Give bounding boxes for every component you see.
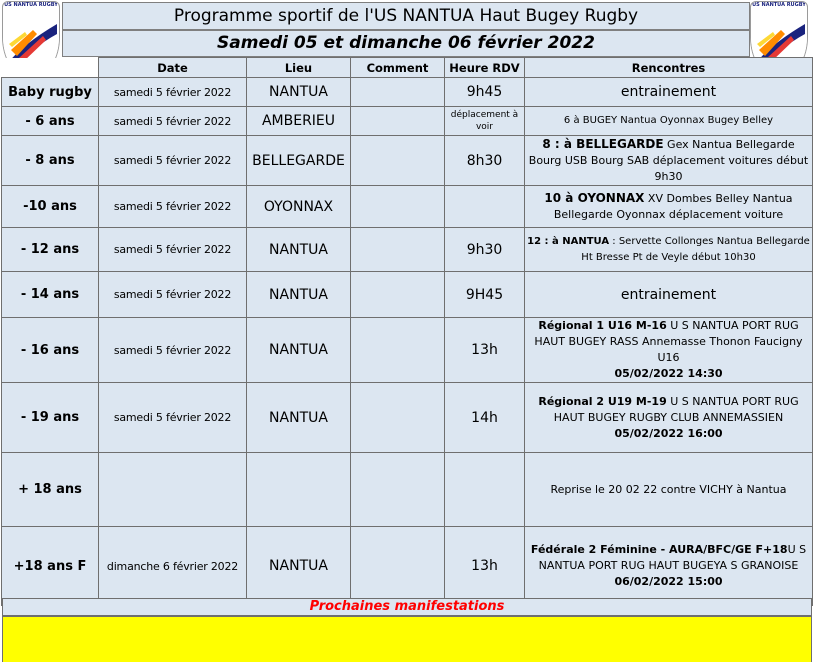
rdv-cell: 9H45 [445, 272, 525, 318]
match-cell [525, 318, 813, 383]
match-text: entrainement [620, 286, 717, 303]
match-title: Régional 2 U19 M-19 [538, 394, 667, 408]
date-cell: samedi 5 février 2022 [99, 318, 247, 383]
match-text: Gex Nantua Bellegarde Bourg USB Bourg SAB déplacement voitures début 9h30 [528, 138, 809, 183]
lieu-cell: BELLEGARDE [247, 136, 351, 186]
match-text: 6 à BUGEY Nantua Oyonnax Bugey Belley [563, 115, 774, 126]
match-title: 10 à OYONNAX [544, 191, 645, 205]
category-cell: - 16 ans [2, 318, 99, 383]
match-title: 8 : à BELLEGARDE [542, 137, 664, 151]
match-cell [525, 78, 813, 107]
rdv-cell [445, 186, 525, 228]
column-header-rencontres: Rencontres [525, 58, 813, 78]
column-header-comment: Comment [351, 58, 445, 78]
category-cell: -10 ans [2, 186, 99, 228]
table-row [2, 107, 813, 136]
rdv-cell: déplacement à voir [445, 107, 525, 136]
table-row [2, 186, 813, 228]
date-cell: samedi 5 février 2022 [99, 186, 247, 228]
page-title: Programme sportif de l'US NANTUA Haut Bugey Rugby [62, 2, 750, 30]
table-row [2, 78, 813, 107]
rdv-cell: 9h45 [445, 78, 525, 107]
date-cell: samedi 5 février 2022 [99, 272, 247, 318]
category-cell: - 19 ans [2, 383, 99, 453]
match-cell [525, 107, 813, 136]
lieu-cell: NANTUA [247, 78, 351, 107]
date-cell: dimanche 6 février 2022 [99, 527, 247, 606]
category-cell: + 18 ans [2, 453, 99, 527]
table-row [2, 136, 813, 186]
lieu-cell: NANTUA [247, 272, 351, 318]
column-header-lieu: Lieu [247, 58, 351, 78]
rdv-cell: 13h [445, 318, 525, 383]
date-cell: samedi 5 février 2022 [99, 107, 247, 136]
category-cell: - 12 ans [2, 228, 99, 272]
logo-text: US NANTUA RUGBY [4, 2, 58, 8]
match-title: Régional 1 U16 M-16 [538, 319, 667, 332]
rdv-cell: 9h30 [445, 228, 525, 272]
column-header-date: Date [99, 58, 247, 78]
comment-cell [351, 186, 445, 228]
match-text: entrainement [620, 84, 717, 100]
match-cell [525, 383, 813, 453]
match-cell [525, 228, 813, 272]
match-cell [525, 453, 813, 527]
comment-cell [351, 527, 445, 606]
lieu-cell [247, 453, 351, 527]
match-cell [525, 136, 813, 186]
header-cell-blank [2, 58, 99, 78]
table-row [2, 453, 813, 527]
lieu-cell: NANTUA [247, 228, 351, 272]
match-text: XV Dombes Belley Nantua Bellegarde Oyonnax déplacement voiture [553, 192, 793, 221]
logo-text: US NANTUA RUGBY [752, 2, 806, 8]
lieu-cell: AMBERIEU [247, 107, 351, 136]
table-row [2, 527, 813, 606]
match-title: Fédérale 2 Féminine - AURA/BFC/GE F+18 [530, 543, 788, 556]
match-text: : Servette Collonges Nantua Bellegarde Ht Bresse Pt de Veyle début 10h30 [581, 235, 810, 263]
match-text: Reprise le 20 02 22 contre VICHY à Nantua [550, 482, 787, 496]
comment-cell [351, 272, 445, 318]
table-row [2, 318, 813, 383]
comment-cell [351, 318, 445, 383]
lieu-cell: OYONNAX [247, 186, 351, 228]
lieu-cell: NANTUA [247, 318, 351, 383]
comment-cell [351, 78, 445, 107]
rdv-cell: 13h [445, 527, 525, 606]
upcoming-events-label: Prochaines manifestations [2, 598, 812, 616]
table-row [2, 383, 813, 453]
comment-cell [351, 453, 445, 527]
date-cell: samedi 5 février 2022 [99, 78, 247, 107]
lieu-cell: NANTUA [247, 527, 351, 606]
lieu-cell: NANTUA [247, 383, 351, 453]
match-text: U S NANTUA PORT RUG HAUT BUGEYA S GRANOISE [538, 543, 807, 572]
category-cell: - 8 ans [2, 136, 99, 186]
schedule-table [1, 57, 813, 606]
comment-cell [351, 383, 445, 453]
category-cell: - 6 ans [2, 107, 99, 136]
match-title: 12 : à NANTUA [527, 235, 610, 247]
match-cell [525, 186, 813, 228]
match-datetime: 05/02/2022 16:00 [614, 426, 723, 440]
match-text: U S NANTUA PORT RUG HAUT BUGEY RUGBY CLUB ANNEMASSIEN [553, 394, 799, 424]
match-cell [525, 272, 813, 318]
match-datetime: 05/02/2022 14:30 [614, 367, 723, 380]
column-header-rdv: Heure RDV [445, 58, 525, 78]
comment-cell [351, 136, 445, 186]
page-subtitle: Samedi 05 et dimanche 06 février 2022 [62, 30, 750, 57]
match-cell [525, 527, 813, 606]
date-cell: samedi 5 février 2022 [99, 228, 247, 272]
match-datetime: 06/02/2022 15:00 [614, 575, 723, 588]
rdv-cell: 14h [445, 383, 525, 453]
upcoming-events-panel [2, 616, 812, 662]
table-row [2, 272, 813, 318]
rdv-cell: 8h30 [445, 136, 525, 186]
category-cell: Baby rugby [2, 78, 99, 107]
comment-cell [351, 107, 445, 136]
comment-cell [351, 228, 445, 272]
match-text: U S NANTUA PORT RUG HAUT BUGEY RASS Annemasse Thonon Faucigny U16 [534, 319, 803, 364]
date-cell: samedi 5 février 2022 [99, 136, 247, 186]
rdv-cell [445, 453, 525, 527]
date-cell [99, 453, 247, 527]
table-row [2, 228, 813, 272]
date-cell: samedi 5 février 2022 [99, 383, 247, 453]
category-cell: +18 ans F [2, 527, 99, 606]
table-header-row [2, 58, 813, 78]
category-cell: - 14 ans [2, 272, 99, 318]
